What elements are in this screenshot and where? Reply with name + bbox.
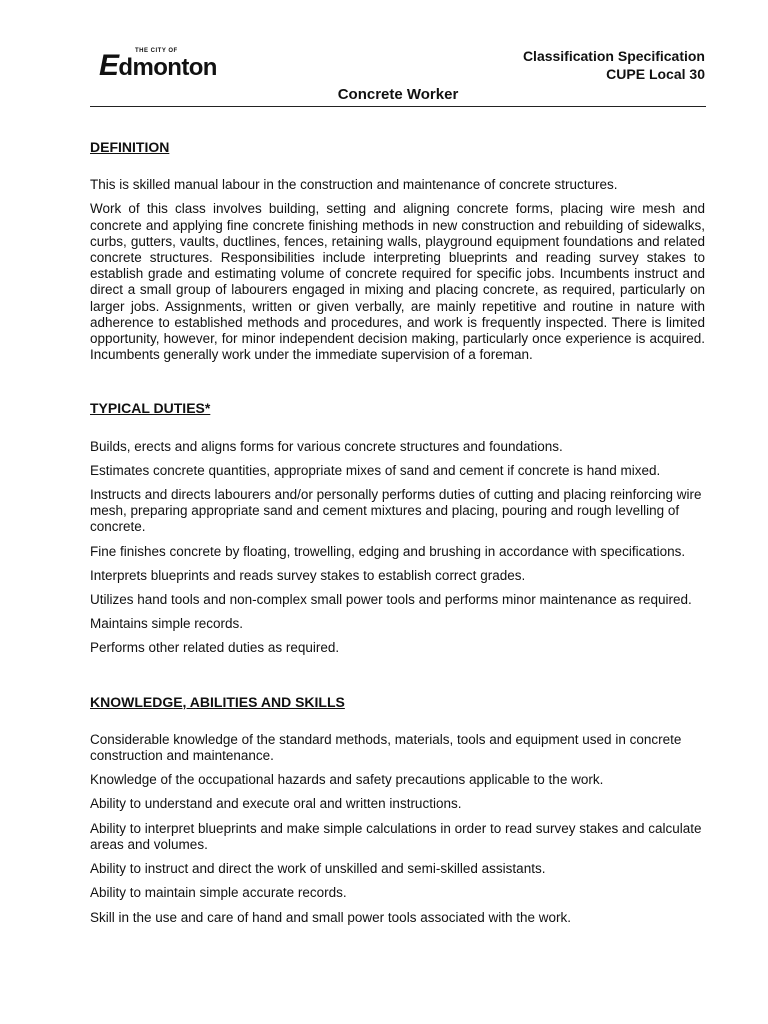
header-classification-block [523, 47, 705, 83]
logo-city-of-text: THE CITY OF [135, 48, 178, 54]
kas-item: Skill in the use and care of hand and small power tools associated with the work. [90, 909, 572, 925]
duty-item: Utilizes hand tools and non-complex small power tools and performs minor maintenance as required. [90, 592, 692, 608]
kas-item: Ability to interpret blueprints and make simple calculations in order to read survey stakes and calculate areas and volumes. [90, 820, 702, 852]
section-spacer [90, 665, 705, 694]
typical-duties-heading: TYPICAL DUTIES* [90, 400, 211, 417]
definition-paragraph-2: Work of this class involves building, setting and aligning concrete forms, placing wire mesh and concrete and applying fine concrete finishing methods in new construction and rebuilding of sidewalks, curbs, gutters, vaults, ductlines, fences, retaining walls, playground equipment foundations and related concrete structures. Responsibilities include interpreting blueprints and reading survey stakes to establish grade and estimating volume of concrete required for specific jobs. Incumbents instruct and direct a small group of labourers engaged in mixing and placing concrete, as required, particularly on larger jobs. Assignments, written or given verbally, are mainly repetitive and routine in nature with adherence to established methods and procedures, and work is frequently inspected. There is limited opportunity, however, for minor independent decision making, particularly once experience is acquired. Incumbents generally work under the immediate supervision of a foreman. [90, 201, 705, 363]
duty-item: Performs other related duties as required. [90, 640, 340, 656]
header-rule [90, 106, 706, 107]
duty-item: Interprets blueprints and reads survey stakes to establish correct grades. [90, 567, 526, 583]
document-title: Concrete Worker [337, 86, 459, 103]
kas-item: Knowledge of the occupational hazards and safety precautions applicable to the work. [90, 772, 604, 788]
logo-capital-letter: E [99, 49, 119, 82]
kas-item: Ability to maintain simple accurate records. [90, 885, 347, 901]
duty-item: Instructs and directs labourers and/or personally performs duties of cutting and placing reinforcing wire mesh, preparing appropriate sand and cement mixtures and placing, pouring and rough levelling of concrete. [90, 487, 702, 535]
document-body [90, 139, 705, 934]
duty-item: Builds, erects and aligns forms for various concrete structures and foundations. [90, 438, 563, 454]
definition-heading: DEFINITION [90, 139, 170, 155]
city-of-edmonton-logo [99, 48, 217, 82]
classification-spec-label: Classification Specification [522, 48, 705, 64]
duty-item: Maintains simple records. [90, 616, 244, 632]
duty-item: Estimates concrete quantities, appropriate mixes of sand and cement if concrete is hand mixed. [90, 462, 661, 478]
kas-item: Ability to understand and execute oral and written instructions. [90, 796, 462, 812]
definition-paragraph-1: This is skilled manual labour in the construction and maintenance of concrete structures. [90, 177, 618, 193]
kas-item: Ability to instruct and direct the work of unskilled and semi-skilled assistants. [90, 861, 546, 877]
kas-item: Considerable knowledge of the standard methods, materials, tools and equipment used in concrete construction and maintenance. [90, 731, 682, 764]
logo-wordmark-rest: dmonton [118, 54, 217, 81]
section-spacer [90, 371, 705, 400]
union-local-label: CUPE Local 30 [606, 66, 705, 82]
duty-item: Fine finishes concrete by floating, trowelling, edging and brushing in accordance with specifications. [90, 543, 686, 559]
knowledge-abilities-skills-heading: KNOWLEDGE, ABILITIES AND SKILLS [90, 693, 345, 710]
